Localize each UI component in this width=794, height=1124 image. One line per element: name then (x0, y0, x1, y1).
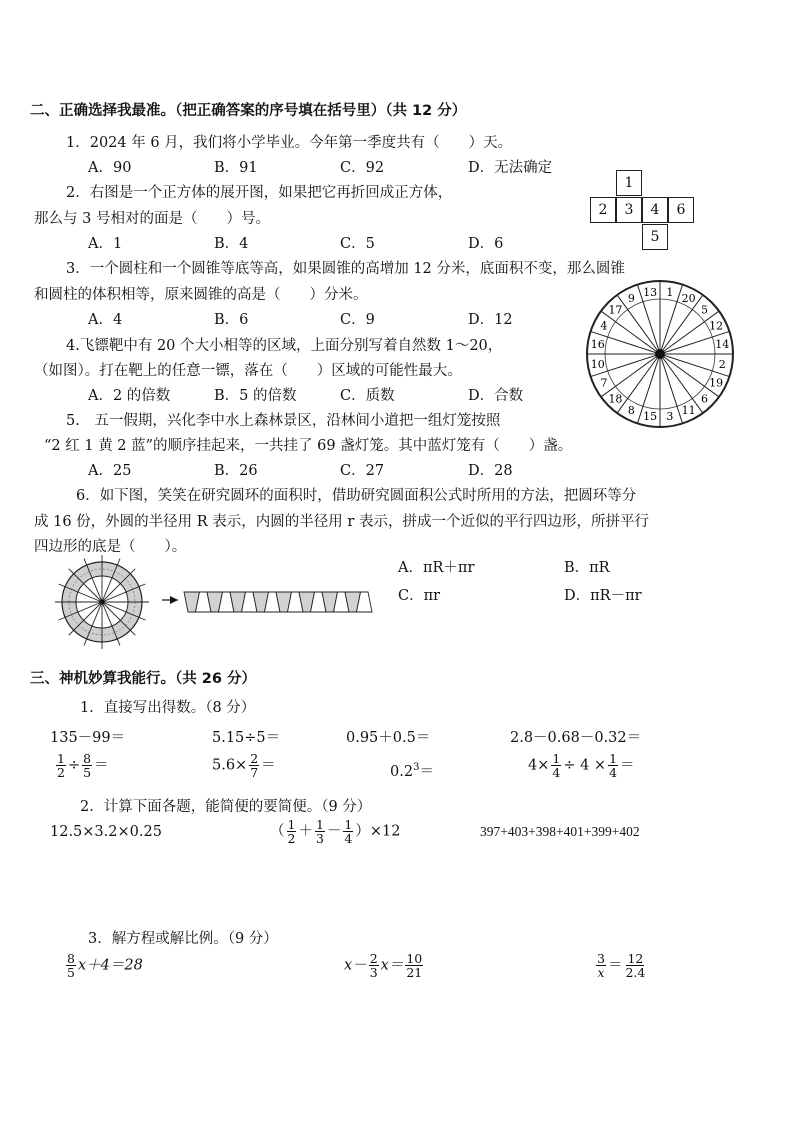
calc-0.2-cubed: $0.2^3=$ (390, 762, 434, 780)
q6-line2: 成 16 份，外圆的半径用 R 表示，内圆的半径用 r 表示，拼成一个近似的平行四边形，所拼平行 (34, 514, 649, 530)
dartboard-number: 10 (590, 357, 605, 371)
q1-option-d: D．无法确定 (468, 160, 553, 176)
q5-option-a: A．25 (88, 463, 132, 479)
dartboard-number: 6 (701, 392, 709, 406)
q4-option-c: C．质数 (340, 388, 395, 404)
p3-title: 3．解方程或解比例。（9 分） (88, 931, 278, 947)
dartboard-figure (584, 278, 736, 430)
dartboard-number: 18 (608, 392, 623, 406)
q5-option-d: D．28 (468, 463, 513, 479)
simplify-expr-1: 12.5×3.2×0.25 (50, 824, 162, 840)
p2-title: 2．计算下面各题，能简便的要简便。（9 分） (80, 799, 372, 815)
proportion-3: $\frac{3}{x}$ ＝ $\frac{12}{2.4}$ (597, 951, 646, 980)
q6-line1: 6．如下图，笑笑在研究圆环的面积时，借助研究圆面积公式时所用的方法，把圆环等分 (76, 488, 637, 504)
q5-option-c: C．27 (340, 463, 385, 479)
dartboard-number: 19 (709, 376, 724, 390)
q6-option-c: C．πr (398, 588, 441, 604)
dartboard-number: 3 (666, 410, 674, 424)
q3-option-b: B．6 (214, 312, 249, 328)
q2-line2: 那么与 3 号相对的面是（ ）号。 (34, 211, 270, 227)
dartboard-divider (601, 354, 660, 397)
q2-option-a: A．1 (88, 236, 123, 252)
q3-option-a: A．4 (88, 312, 123, 328)
q3-line2: 和圆柱的体积相等，原来圆锥的高是（ ）分米。 (34, 287, 368, 303)
dartboard-number: 14 (715, 338, 730, 352)
dartboard-number: 7 (600, 376, 608, 390)
section3-title: 三、神机妙算我能行。（共 26 分） (30, 671, 257, 687)
q5-line1: 5. 五一假期，兴化李中水上森林景区，沿林间小道把一组灯笼按照 (66, 413, 501, 429)
q6-line3: 四边形的底是（ ）。 (34, 539, 187, 555)
dartboard-divider (601, 311, 660, 354)
q1-option-b: B．91 (214, 160, 258, 176)
dartboard-number: 13 (643, 285, 658, 299)
dartboard-divider (617, 295, 660, 354)
q5-option-b: B．26 (214, 463, 258, 479)
equation-2: x－ $\frac{2}{3}$ x＝ $\frac{10}{21}$ (344, 951, 423, 980)
q6-option-d: D．πR－πr (564, 588, 642, 604)
dartboard-number: 5 (701, 303, 709, 317)
simplify-expr-2: （ $\frac{1}{2}$ ＋ $\frac{1}{3}$ － $\frac{1}{4}$ ）×12 (270, 817, 401, 846)
q6-option-a: A．πR＋πr (398, 560, 475, 576)
calc-135-99: 135－99＝ (50, 730, 126, 746)
net-face-3: 3 (616, 197, 642, 223)
dartboard-number: 16 (590, 338, 605, 352)
calc-2.8-minus: 2.8－0.68－0.32＝ (510, 730, 642, 746)
q3-option-d: D．12 (468, 312, 513, 328)
calc-4-times-quarter: 4× $\frac{1}{4}$ ÷ 4 × $\frac{1}{4}$ ＝ (528, 751, 635, 780)
p1-title: 1．直接写出得数。（8 分） (80, 700, 256, 716)
dartboard-number: 11 (681, 404, 696, 418)
calc-5.15-div-5: 5.15÷5＝ (212, 730, 281, 746)
net-face-2: 2 (590, 197, 616, 223)
q3-option-c: C．9 (340, 312, 375, 328)
q2-option-d: D．6 (468, 236, 504, 252)
dartboard-number: 15 (643, 410, 658, 424)
q5-line2: “2 红 1 黄 2 蓝”的顺序挂起来，一共挂了 69 盏灯笼。其中蓝灯笼有（ ）盏。 (44, 438, 573, 454)
q2-option-c: C．5 (340, 236, 375, 252)
calc-5.6-times-2-7: 5.6× $\frac{2}{7}$ ＝ (212, 751, 276, 780)
section2-title: 二、正确选择我最准。（把正确答案的序号填在括号里）（共 12 分） (30, 103, 467, 119)
q4-option-a: A．2 的倍数 (88, 388, 171, 404)
dartboard-number: 8 (627, 404, 635, 418)
dartboard-number: 20 (681, 291, 696, 305)
annulus-figure (42, 552, 162, 652)
net-face-1: 1 (616, 170, 642, 196)
equation-1: $\frac{8}{5}$ x＋4＝28 (67, 951, 143, 980)
q1-option-a: A．90 (88, 160, 132, 176)
q2-option-b: B．4 (214, 236, 249, 252)
q4-line1: 4.飞镖靶中有 20 个大小相等的区域，上面分别写着自然数 1～20， (66, 338, 503, 354)
calc-0.95-plus-0.5: 0.95＋0.5＝ (346, 730, 431, 746)
q6-option-b: B．πR (564, 560, 610, 576)
net-face-5: 5 (642, 224, 668, 250)
dartboard-divider (660, 354, 719, 397)
dartboard-number: 2 (718, 357, 726, 371)
simplify-expr-3: 397+403+398+401+399+402 (480, 824, 640, 839)
dartboard-divider (617, 354, 660, 413)
dartboard-number: 9 (627, 291, 635, 305)
q2-line1: 2．右图是一个正方体的展开图，如果把它再折回成正方体， (66, 185, 453, 201)
q1-text: 1．2024 年 6 月，我们将小学毕业。今年第一季度共有（ ）天。 (66, 135, 513, 151)
q1-option-c: C．92 (340, 160, 385, 176)
dartboard-number: 1 (666, 285, 674, 299)
parallelogram-strip-figure (160, 586, 380, 620)
q4-line2: （如图）。打在靶上的任意一镖，落在（ ）区域的可能性最大。 (34, 363, 462, 379)
calc-half-div-8-5: $\frac{1}{2}$ ÷ $\frac{8}{5}$ ＝ (57, 751, 109, 780)
q3-line1: 3．一个圆柱和一个圆锥等底等高，如果圆锥的高增加 12 分米，底面积不变，那么圆锥 (66, 261, 625, 277)
net-face-4: 4 (642, 197, 668, 223)
dartboard-number: 12 (709, 319, 724, 333)
net-face-6: 6 (668, 197, 694, 223)
q4-option-d: D．合数 (468, 388, 524, 404)
dartboard-divider (660, 311, 719, 354)
q4-option-b: B．5 的倍数 (214, 388, 297, 404)
dartboard-number: 17 (608, 303, 623, 317)
dartboard-number: 4 (600, 319, 608, 333)
